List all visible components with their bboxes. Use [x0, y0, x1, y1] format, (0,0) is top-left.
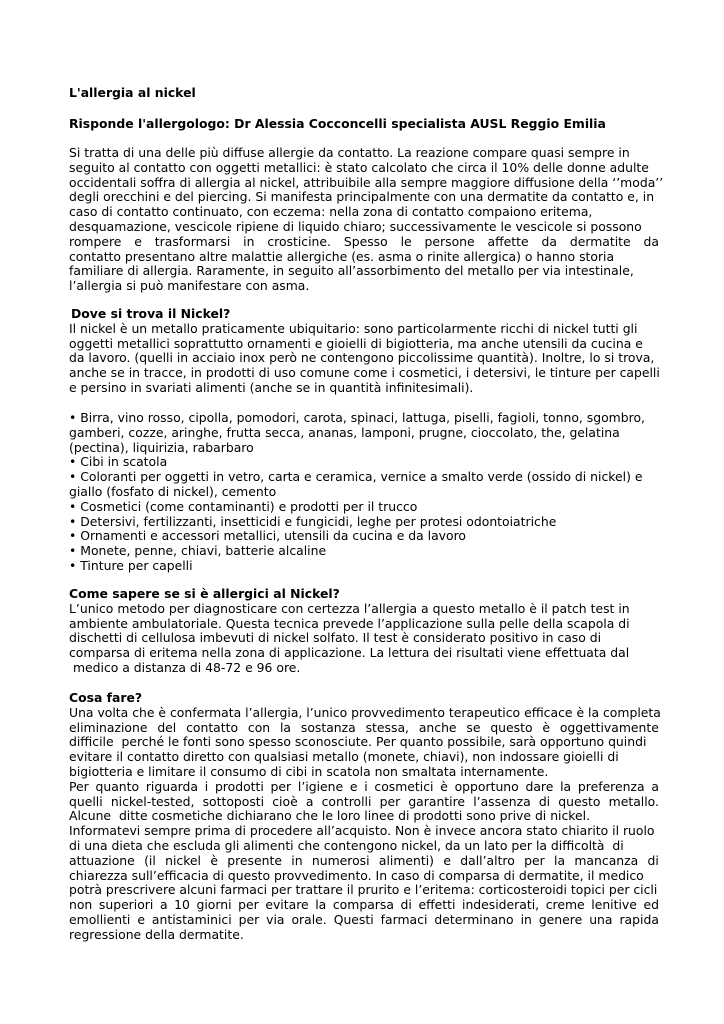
word: cosmetici: [374, 778, 434, 794]
word: nickel-tested,: [110, 793, 195, 809]
word: antistaminici: [151, 911, 232, 927]
word: creme: [545, 897, 585, 913]
list-item: (pectina), liquirizia, rabarbaro: [69, 439, 254, 455]
word: per: [524, 852, 545, 868]
paragraph-line: L’unico metodo per diagnosticare con certezza l’allergia a questo metallo è il patch test in: [69, 600, 630, 616]
paragraph-line: [69, 721, 659, 736]
intro-line: occidentali soffra di allergia al nickel, attribuibile alla sempre maggiore diffusione della ‘’moda’’: [69, 174, 664, 190]
word: a: [651, 778, 659, 794]
word: genere: [538, 911, 583, 927]
word: riguarda: [145, 778, 199, 794]
word: attuazione: [69, 852, 135, 868]
list-item: • Monete, penne, chiavi, batterie alcaline: [69, 543, 327, 559]
word: se: [466, 719, 481, 735]
word: per: [379, 793, 401, 809]
word: una: [589, 911, 613, 927]
word: di: [538, 793, 551, 809]
word: Spesso: [343, 233, 388, 249]
word: preferenza: [577, 778, 645, 794]
word: prodotti: [214, 778, 264, 794]
word: mancanza: [574, 852, 639, 868]
word: è: [210, 852, 218, 868]
intro-paragraph: [69, 145, 664, 294]
word: rapida: [619, 911, 659, 927]
word: (il: [144, 852, 156, 868]
word: eliminazione: [69, 719, 148, 735]
paragraph-line: potrà prescrivere alcuni farmaci per trattare il prurito e l’eritema: corticosteroidi topici per cicli: [69, 882, 658, 898]
intro-line: caso di contatto continuato, con eczema: nella zona di contatto compaiono eritema,: [69, 204, 593, 220]
list-item: • Ornamenti e accessori metallici, utensili da cucina e da lavoro: [69, 528, 467, 544]
paragraph-line: da lavoro. (quelli in acciaio inox però ne contengono piccolissime quantità). Inoltre, lo si trova,: [69, 350, 655, 366]
word: orale.: [291, 911, 327, 927]
word: la: [560, 778, 572, 794]
paragraph-line: chiarezza sull’efficacia di questo provvedimento. In caso di comparsa di dermatite, il medico: [69, 867, 644, 883]
word: da: [643, 233, 659, 249]
word: numerosi: [311, 852, 370, 868]
word: crosticine.: [267, 233, 331, 249]
paragraph-line: [69, 795, 659, 810]
word: metallo.: [608, 793, 659, 809]
word: in: [243, 233, 255, 249]
word: l’assenza: [473, 793, 531, 809]
section-heading: Come sapere se si è allergici al Nickel?: [69, 586, 340, 601]
paragraph-line: Informatevi sempre prima di procedere all’acquisto. Non è invece ancora stato chiarito il ruolo: [69, 823, 655, 839]
word: lenitive: [591, 897, 637, 913]
list-item: • Birra, vino rosso, cipolla, pomodori, carota, spinaci, lattuga, piselli, fagioli, tonno, sgombro,: [69, 410, 645, 425]
word: dall’altro: [460, 852, 515, 868]
list-item: • Tinture per capelli: [69, 557, 193, 573]
paragraph-line: Alcune ditte cosmetiche dichiarano che le loro linee di prodotti sono prive di nickel.: [69, 808, 591, 824]
paragraph-line: medico a distanza di 48-72 e 96 ore.: [69, 659, 301, 675]
word: superiori: [98, 897, 154, 913]
word: contatto: [186, 719, 239, 735]
section-how: [69, 587, 659, 676]
word: controlli: [321, 793, 372, 809]
word: in: [291, 852, 303, 868]
word: è: [440, 778, 448, 794]
intro-line: l’allergia si può manifestare con asma.: [69, 278, 310, 294]
paragraph-line: anche se in tracce, in prodotti di uso comune come i cosmetici, i detersivi, le tinture per capelli: [69, 365, 660, 381]
word: con: [247, 719, 271, 735]
word: per: [238, 911, 260, 927]
word: oggettivamente: [559, 719, 659, 735]
word: e: [137, 911, 145, 927]
word: e: [134, 233, 142, 249]
word: è: [542, 719, 551, 735]
word: i: [204, 778, 209, 794]
word: del: [157, 719, 177, 735]
intro-line: seguito al contatto con oggetti metallici: è stato calcolato che circa il 10% delle donne adulte: [69, 159, 649, 175]
word: a: [159, 897, 168, 913]
word: dermatite: [569, 233, 631, 249]
word: affette: [487, 233, 529, 249]
word: via: [266, 911, 285, 927]
document-title: L'allergia al nickel: [69, 85, 196, 100]
intro-line: [69, 235, 659, 250]
section-where: [69, 307, 659, 396]
section-heading: Cosa fare?: [69, 690, 143, 705]
word: emollienti: [69, 911, 131, 927]
nickel-sources-list: [69, 411, 659, 574]
paragraph-line: comparsa di eritema nella zona di applicazione. La lettura dei risultati viene effettuata dal: [69, 645, 630, 661]
word: trasformarsi: [154, 233, 231, 249]
paragraph-line: difficile perché le fonti sono spesso sconosciute. Per quanto possibile, sarà opportuno quindi: [69, 734, 647, 750]
paragraph-line: Una volta che è confermata l’allergia, l’unico provvedimento terapeutico efficace è la completa: [69, 704, 661, 720]
paragraph-line: dischetti di cellulosa imbevuti di nickel solfato. Il test è considerato positivo in caso di: [69, 630, 602, 646]
paragraph-line: e persino in svariati alimenti (anche se in quantità infinitesimali).: [69, 379, 474, 395]
paragraph-line: bigiotteria e limitare il consumo di cibi in scatola non smaltata internamente.: [69, 763, 549, 779]
word: la: [554, 852, 566, 868]
word: quelli: [69, 793, 103, 809]
word: ed: [643, 897, 659, 913]
paragraph-line: [69, 780, 659, 795]
paragraph-line: [69, 898, 659, 913]
word: rompere: [69, 233, 122, 249]
word: presente: [227, 852, 282, 868]
word: comparsa: [332, 897, 394, 913]
word: l’igiene: [297, 778, 344, 794]
paragraph-line: [69, 913, 659, 928]
word: farmaci: [380, 911, 428, 927]
intro-line: degli orecchini e del piercing. Si manifesta principalmente con una dermatite da contatto e, in: [69, 189, 655, 205]
word: per: [238, 897, 259, 913]
word: a: [305, 793, 314, 809]
word: di: [400, 897, 412, 913]
section-heading: Dove si trova il Nickel?: [71, 306, 231, 321]
word: Questi: [333, 911, 374, 927]
paragraph-line: ambiente ambulatoriale. Questa tecnica prevede l’applicazione sulla pelle della scapola di: [69, 615, 630, 631]
word: indesiderati,: [462, 897, 540, 913]
word: la: [315, 897, 327, 913]
word: garantire: [408, 793, 466, 809]
paragraph-line: oggetti metallici soprattutto ornamenti e gioielli di bigiotteria, ma anche utensili da cucina e: [69, 335, 643, 351]
word: non: [69, 897, 93, 913]
word: 10: [174, 897, 190, 913]
word: alimenti): [378, 852, 435, 868]
intro-line: desquamazione, vescicole ripiene di liquido chiaro; successivamente le vescicole si possono: [69, 218, 642, 234]
word: questo: [490, 719, 533, 735]
paragraph-line: evitare il contatto diretto con qualsiasi metallo (monete, chiavi), non indossare gioielli di: [69, 749, 619, 765]
paragraph-line: [69, 854, 659, 869]
word: evitare: [265, 897, 309, 913]
word: e: [349, 778, 358, 794]
word: di: [647, 852, 659, 868]
section-what: [69, 691, 659, 943]
list-item: • Cosmetici (come contaminanti) e prodotti per il trucco: [69, 498, 418, 514]
word: opportuno: [454, 778, 519, 794]
word: stessa,: [365, 719, 409, 735]
word: le: [400, 233, 412, 249]
word: la: [279, 719, 292, 735]
word: cioè: [272, 793, 298, 809]
word: in: [520, 911, 532, 927]
word: quanto: [95, 778, 140, 794]
paragraph-line: Il nickel è un metallo praticamente ubiquitario: sono particolarmente ricchi di nickel tutti gli: [69, 320, 638, 336]
intro-line: familiare di allergia. Raramente, in seguito all’assorbimento del metallo per via intestinale,: [69, 263, 634, 279]
list-item: • Detersivi, fertilizzanti, insetticidi e fungicidi, leghe per protesi odontoiatriche: [69, 513, 557, 529]
word: sostanza: [300, 719, 356, 735]
list-item: • Cibi in scatola: [69, 454, 168, 470]
list-item: gamberi, cozze, aringhe, frutta secca, ananas, lamponi, prugne, cioccolato, the, gelatina: [69, 424, 620, 440]
word: persone: [424, 233, 475, 249]
word: Per: [69, 778, 89, 794]
word: nickel: [165, 852, 202, 868]
word: i: [364, 778, 368, 794]
word: e: [443, 852, 451, 868]
paragraph-line: regressione della dermatite.: [69, 926, 244, 942]
list-item: • Coloranti per oggetti in vetro, carta e ceramica, vernice a smalto verde (ossido di nickel) e: [69, 469, 643, 485]
word: per: [270, 778, 292, 794]
word: giorni: [196, 897, 232, 913]
word: determinano: [434, 911, 514, 927]
word: questo: [558, 793, 601, 809]
word: da: [541, 233, 557, 249]
word: anche: [418, 719, 457, 735]
intro-line: contatto presentano altre malattie allergiche (es. asma o rinite allergica) o hanno storia: [69, 248, 615, 264]
list-item: giallo (fosfato di nickel), cemento: [69, 483, 277, 499]
document-subtitle: Risponde l'allergologo: Dr Alessia Cocconcelli specialista AUSL Reggio Emilia: [69, 116, 606, 131]
intro-line: Si tratta di una delle più diffuse allergie da contatto. La reazione compare quasi sempre in: [69, 145, 630, 160]
word: dare: [525, 778, 554, 794]
word: sottoposti: [202, 793, 265, 809]
word: effetti: [418, 897, 456, 913]
paragraph-line: di una dieta che escluda gli alimenti che contengono nickel, da un lato per la difficoltà di: [69, 837, 624, 853]
